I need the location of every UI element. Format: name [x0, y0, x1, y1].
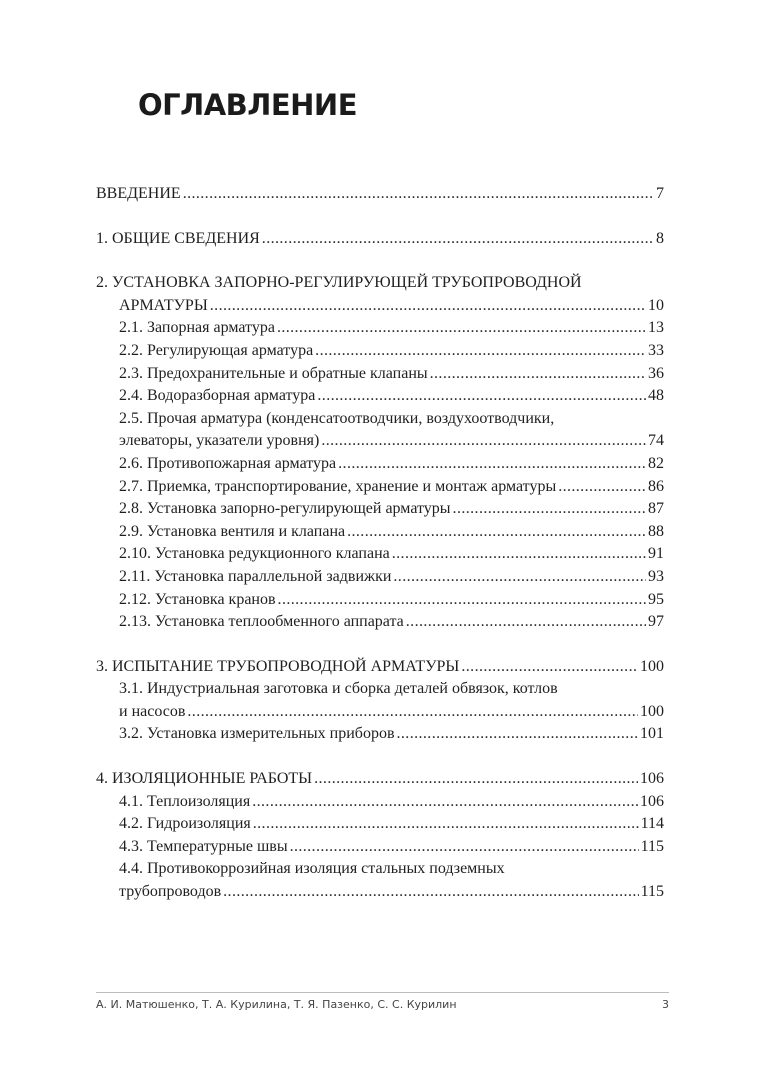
- page-footer: [96, 992, 669, 1011]
- toc-entry-2-4[interactable]: [96, 385, 664, 408]
- toc-entry-page: 33: [648, 341, 664, 359]
- toc-entry-title: 2.2. Регулирующая арматура: [119, 341, 314, 359]
- toc-entry-title: 2.3. Предохранительные и обратные клапаны: [119, 364, 428, 382]
- dot-leader: [290, 836, 639, 859]
- toc-entry-title: 4. ИЗОЛЯЦИОННЫЕ РАБОТЫ: [96, 770, 313, 788]
- dot-leader: [262, 228, 654, 251]
- toc-entry-title: 4.1. Теплоизоляция: [119, 792, 251, 810]
- toc-entry-title: 2.11. Установка параллельной задвижки: [119, 567, 392, 585]
- toc-entry-page: 8: [656, 229, 664, 247]
- dot-leader: [253, 813, 639, 836]
- dot-leader: [338, 453, 646, 476]
- toc-entry-page: 115: [640, 837, 664, 855]
- toc-entry-section-2-title[interactable]: 2. УСТАНОВКА ЗАПОРНО-РЕГУЛИРУЮЩЕЙ ТРУБОПРОВОДНОЙ: [96, 274, 582, 292]
- toc-entry-section-1[interactable]: [96, 228, 664, 251]
- toc-entry-2-10[interactable]: [96, 543, 664, 566]
- toc-entry-page: 115: [640, 883, 664, 901]
- toc-entry-2-12[interactable]: [96, 589, 664, 612]
- toc-entry-2-8[interactable]: [96, 498, 664, 521]
- toc-entry-page: 7: [656, 185, 664, 202]
- toc-entry-page: 101: [640, 725, 664, 743]
- dot-leader: [397, 723, 639, 746]
- toc-entry-title: ВВЕДЕНИЕ: [96, 185, 181, 202]
- dot-leader: [347, 521, 646, 544]
- toc-entry-4-1[interactable]: [96, 791, 664, 814]
- toc-entry-2-11[interactable]: [96, 566, 664, 589]
- toc-entry-2-2[interactable]: [96, 340, 664, 363]
- dot-leader: [278, 589, 646, 612]
- dot-leader: [406, 611, 646, 634]
- toc-entry-section-4[interactable]: [96, 768, 664, 791]
- toc-entry-page: 36: [648, 364, 664, 382]
- table-of-contents: [96, 183, 664, 904]
- dot-leader: [252, 791, 638, 814]
- dot-leader: [321, 430, 646, 453]
- toc-entry-title: и насосов: [119, 702, 186, 720]
- dot-leader: [183, 183, 654, 206]
- toc-entry-page: 100: [640, 702, 664, 720]
- toc-entry-2-13[interactable]: [96, 611, 664, 634]
- toc-entry-title: 1. ОБЩИЕ СВЕДЕНИЯ: [96, 229, 260, 247]
- toc-entry-page: 93: [648, 567, 664, 585]
- toc-entry-2-6[interactable]: [96, 453, 664, 476]
- toc-entry-page: 106: [640, 770, 664, 788]
- toc-entry-2-3[interactable]: [96, 363, 664, 386]
- toc-entry-page: 88: [648, 522, 664, 540]
- toc-entry-section-3[interactable]: [96, 656, 664, 679]
- dot-leader: [187, 701, 638, 724]
- toc-entry-page: 82: [648, 454, 664, 472]
- toc-entry-page: 97: [648, 613, 664, 631]
- toc-entry-2-7[interactable]: [96, 476, 664, 499]
- toc-entry-3-1[interactable]: [96, 701, 664, 724]
- toc-entry-title: 2.4. Водоразборная арматура: [119, 387, 316, 405]
- toc-entry-3-2[interactable]: [96, 723, 664, 746]
- toc-entry-intro[interactable]: [96, 183, 664, 206]
- toc-entry-page: 106: [640, 792, 664, 810]
- toc-entry-title: 3. ИСПЫТАНИЕ ТРУБОПРОВОДНОЙ АРМАТУРЫ: [96, 657, 460, 675]
- toc-entry-title: АРМАТУРЫ: [119, 296, 208, 314]
- toc-entry-2-9[interactable]: [96, 521, 664, 544]
- toc-entry-title: 2.7. Приемка, транспортирование, хранение и монтаж арматуры: [119, 477, 557, 495]
- toc-entry-page: 95: [648, 590, 664, 608]
- toc-entry-page: 13: [648, 319, 664, 337]
- dot-leader: [315, 340, 646, 363]
- dot-leader: [317, 385, 646, 408]
- footer-authors: А. И. Матюшенко, Т. А. Курилина, Т. Я. Пазенко, С. С. Курилин: [96, 998, 457, 1011]
- dot-leader: [223, 881, 638, 904]
- toc-entry-3-1-title[interactable]: 3.1. Индустриальная заготовка и сборка деталей обвязок, котлов: [119, 680, 558, 698]
- dot-leader: [210, 295, 646, 318]
- toc-entry-title: 3.2. Установка измерительных приборов: [119, 725, 395, 743]
- footer-page-number: 3: [662, 998, 669, 1011]
- toc-entry-title: 2.8. Установка запорно-регулирующей арматуры: [119, 500, 451, 518]
- toc-entry-page: 74: [648, 432, 664, 450]
- toc-entry-page: 114: [640, 815, 664, 833]
- toc-entry-page: 10: [648, 296, 664, 314]
- dot-leader: [558, 476, 646, 499]
- toc-entry-4-4-title[interactable]: 4.4. Противокоррозийная изоляция стальных подземных: [119, 860, 505, 878]
- toc-entry-title: 4.3. Температурные швы: [119, 837, 288, 855]
- dot-leader: [392, 543, 646, 566]
- dot-leader: [277, 317, 646, 340]
- toc-entry-title: 4.2. Гидроизоляция: [119, 815, 251, 833]
- toc-entry-4-3[interactable]: [96, 836, 664, 859]
- toc-entry-title: 2.13. Установка теплообменного аппарата: [119, 613, 404, 631]
- toc-entry-page: 87: [648, 500, 664, 518]
- toc-entry-title: 2.10. Установка редукционного клапана: [119, 545, 390, 563]
- toc-entry-4-4[interactable]: [96, 881, 664, 904]
- toc-entry-page: 91: [648, 545, 664, 563]
- toc-entry-page: 48: [648, 387, 664, 405]
- toc-entry-page: 100: [640, 657, 664, 675]
- toc-entry-title: трубопроводов: [119, 883, 222, 901]
- toc-entry-title: 2.6. Противопожарная арматура: [119, 454, 337, 472]
- dot-leader: [314, 768, 638, 791]
- dot-leader: [393, 566, 646, 589]
- page-title: ОГЛАВЛЕНИЕ: [138, 88, 358, 122]
- toc-entry-page: 86: [648, 477, 664, 495]
- toc-entry-2-5-title[interactable]: 2.5. Прочая арматура (конденсатоотводчики, воздухоотводчики,: [119, 409, 555, 427]
- toc-entry-title: 2.1. Запорная арматура: [119, 319, 275, 337]
- toc-entry-title: элеваторы, указатели уровня): [119, 432, 320, 450]
- toc-entry-2-1[interactable]: [96, 317, 664, 340]
- toc-entry-4-2[interactable]: [96, 813, 664, 836]
- dot-leader: [453, 498, 646, 521]
- toc-entry-title: 2.9. Установка вентиля и клапана: [119, 522, 346, 540]
- dot-leader: [461, 656, 638, 679]
- toc-entry-title: 2.12. Установка кранов: [119, 590, 276, 608]
- toc-entry-section-2[interactable]: [96, 295, 664, 318]
- dot-leader: [430, 363, 646, 386]
- toc-entry-2-5[interactable]: [96, 430, 664, 453]
